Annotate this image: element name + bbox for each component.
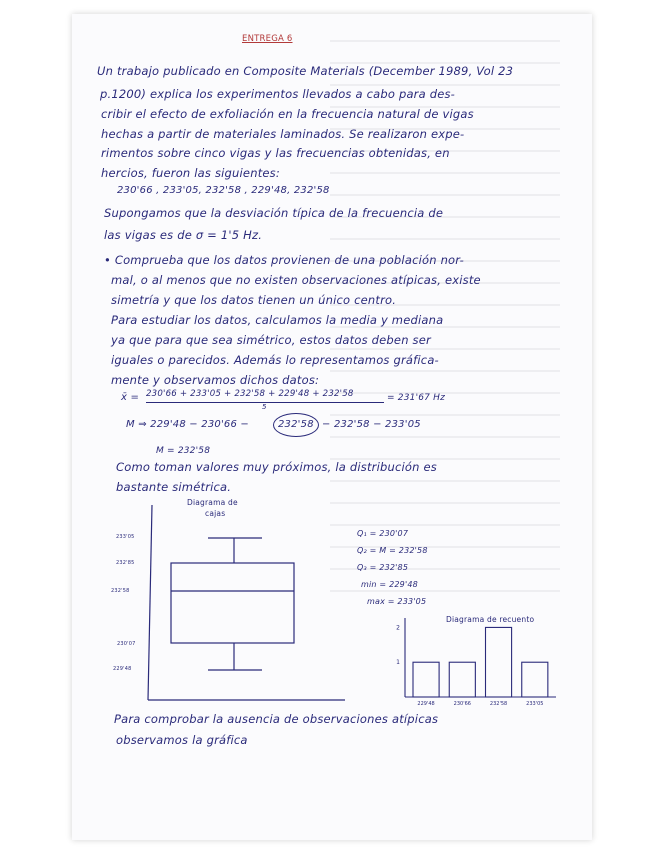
median-circled-value: 232'58: [278, 419, 314, 430]
mean-numerator: 230'66 + 233'05 + 232'58 + 229'48 + 232'58: [146, 389, 354, 399]
boxplot-title: Diagrama de: [187, 498, 238, 507]
boxplot-subtitle: cajas: [205, 509, 226, 518]
text-line: • Comprueba que los datos provienen de una población nor-: [104, 253, 464, 267]
text-line: mente y observamos dichos datos:: [111, 373, 320, 387]
page-title: ENTREGA 6: [242, 34, 293, 44]
count-bar: [413, 662, 439, 697]
count-x-tick-label: 229'48: [417, 701, 435, 707]
data-values-line: 230'66 , 233'05, 232'58 , 229'48, 232'58: [117, 185, 330, 196]
text-line: Para comprobar la ausencia de observaciones atípicas: [114, 712, 439, 726]
text-line: bastante simétrica.: [116, 480, 232, 494]
boxplot-tick-label: 229'48: [113, 666, 132, 672]
text-line: hercios, fueron las siguientes:: [101, 166, 280, 180]
text-line: rimentos sobre cinco vigas y las frecuencias obtenidas, en: [101, 146, 450, 160]
count-y-tick-label: 1: [396, 659, 400, 667]
text-line: Como toman valores muy próximos, la distribución es: [116, 460, 437, 474]
stat-q3: Q₃ = 232'85: [357, 563, 409, 572]
count-x-tick-label: 232'58: [489, 701, 508, 707]
text-line: las vigas es de σ = 1'5 Hz.: [104, 228, 263, 242]
count-bar: [449, 662, 475, 697]
text-line: cribir el efecto de exfoliación en la frecuencia natural de vigas: [101, 107, 474, 121]
text-line: observamos la gráfica: [116, 733, 248, 747]
text-line: Un trabajo publicado en Composite Materials (December 1989, Vol 23: [97, 64, 514, 78]
mean-result: = 231'67 Hz: [387, 393, 446, 403]
stat-q2: Q₂ = M = 232'58: [357, 546, 428, 555]
median-result: M = 232'58: [156, 446, 211, 456]
text-line: p.1200) explica los experimentos llevados a cabo para des-: [100, 87, 456, 101]
boxplot-tick-label: 232'58: [111, 588, 130, 594]
boxplot-tick-label: 230'07: [117, 641, 136, 647]
text-line: simetría y que los datos tienen un único centro.: [111, 293, 397, 307]
boxplot-tick-label: 232'85: [116, 560, 135, 566]
count-bar: [522, 662, 548, 697]
count-bar: [486, 627, 512, 697]
mean-denominator: 5: [262, 403, 267, 411]
median-prefix: M ⇒ 229'48 − 230'66 −: [126, 419, 249, 430]
stat-min: min = 229'48: [361, 580, 418, 589]
boxplot-tick-label: 233'05: [116, 534, 135, 540]
text-line: Para estudiar los datos, calculamos la media y mediana: [111, 313, 444, 327]
count-x-tick-label: 233'05: [526, 701, 544, 707]
text-line: mal, o al menos que no existen observaciones atípicas, existe: [111, 273, 481, 287]
text-line: ya que para que sea simétrico, estos datos deben ser: [111, 333, 431, 347]
stat-q1: Q₁ = 230'07: [357, 529, 409, 538]
text-line: iguales o parecidos. Además lo representamos gráfica-: [111, 353, 439, 367]
count-x-tick-label: 230'66: [453, 701, 471, 707]
mean-lhs: x̄ =: [121, 392, 140, 403]
text-line: hechas a partir de materiales laminados. Se realizaron expe-: [101, 127, 465, 141]
text-line: Supongamos que la desviación típica de la frecuencia de: [104, 206, 444, 220]
count-chart-title-text: Diagrama de recuento: [446, 615, 535, 624]
stat-max: max = 233'05: [367, 597, 427, 606]
median-suffix: − 232'58 − 233'05: [322, 419, 421, 430]
count-y-tick-label: 2: [396, 624, 400, 632]
